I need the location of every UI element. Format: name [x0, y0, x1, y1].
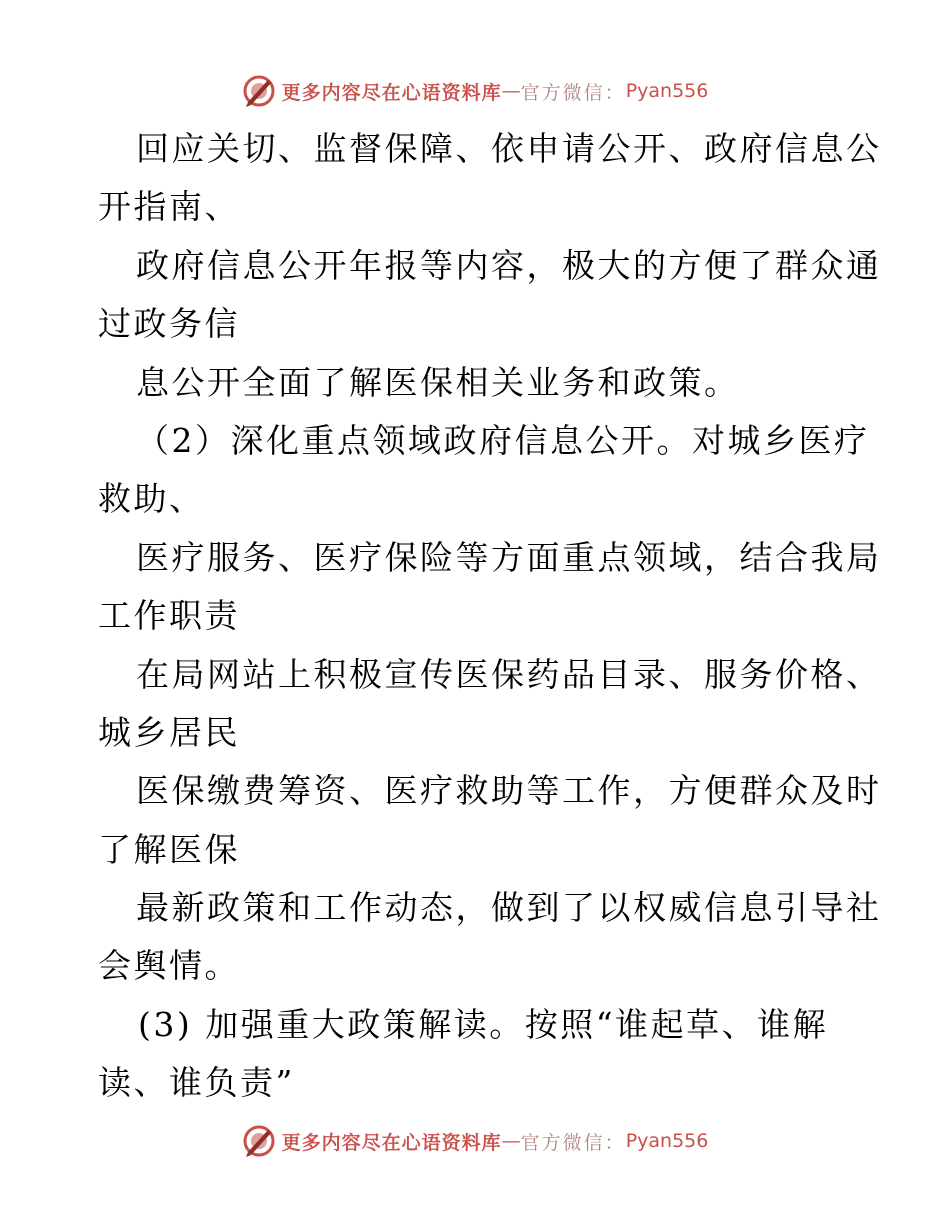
text-line: 开指南、 [98, 187, 240, 227]
text-line: 回应关切、监督保障、依申请公开、政府信息公 [136, 129, 882, 168]
watermark-dash: — [501, 80, 521, 102]
document-body [98, 120, 882, 1113]
text-line: 政府信息公开年报等内容，极大的方便了群众通 [136, 245, 882, 285]
text-line: 读、谁负责” [98, 1063, 295, 1103]
text-line: 医疗服务、医疗保险等方面重点领域，结合我局 [136, 537, 882, 577]
text-line: 过政务信 [98, 304, 240, 344]
text-line: （2）深化重点领域政府信息公开。对城乡医疗 [136, 420, 870, 460]
pen-logo-icon [242, 74, 276, 108]
text-line: (3) 加强重大政策解读。按照“谁起草、谁解 [138, 1004, 829, 1044]
watermark-site-text: 更多内容尽在心语资料库 [281, 1131, 502, 1154]
footer-watermark [0, 1121, 950, 1161]
watermark-site-text: 更多内容尽在心语资料库 [281, 81, 502, 104]
text-line: 医保缴费筹资、医疗救助等工作，方便群众及时 [136, 771, 882, 811]
watermark-id: Pyan556 [625, 80, 709, 102]
text-line: 城乡居民 [98, 712, 240, 752]
text-line: 最新政策和工作动态，做到了以权威信息引导社 [136, 888, 882, 928]
pen-logo-icon [242, 1124, 276, 1158]
watermark-label: 官方微信： [520, 1131, 626, 1154]
text-line: 会舆情。 [98, 946, 240, 986]
watermark-label: 官方微信： [520, 81, 626, 104]
header-watermark [0, 71, 950, 111]
text-line: 息公开全面了解医保相关业务和政策。 [136, 362, 740, 402]
text-line: 工作职责 [98, 596, 240, 636]
text-line: 了解医保 [98, 829, 240, 869]
text-line: 救助、 [98, 479, 205, 519]
watermark-id: Pyan556 [625, 1130, 709, 1152]
watermark-dash: — [501, 1130, 521, 1152]
text-line: 在局网站上积极宣传医保药品目录、服务价格、 [136, 654, 882, 694]
